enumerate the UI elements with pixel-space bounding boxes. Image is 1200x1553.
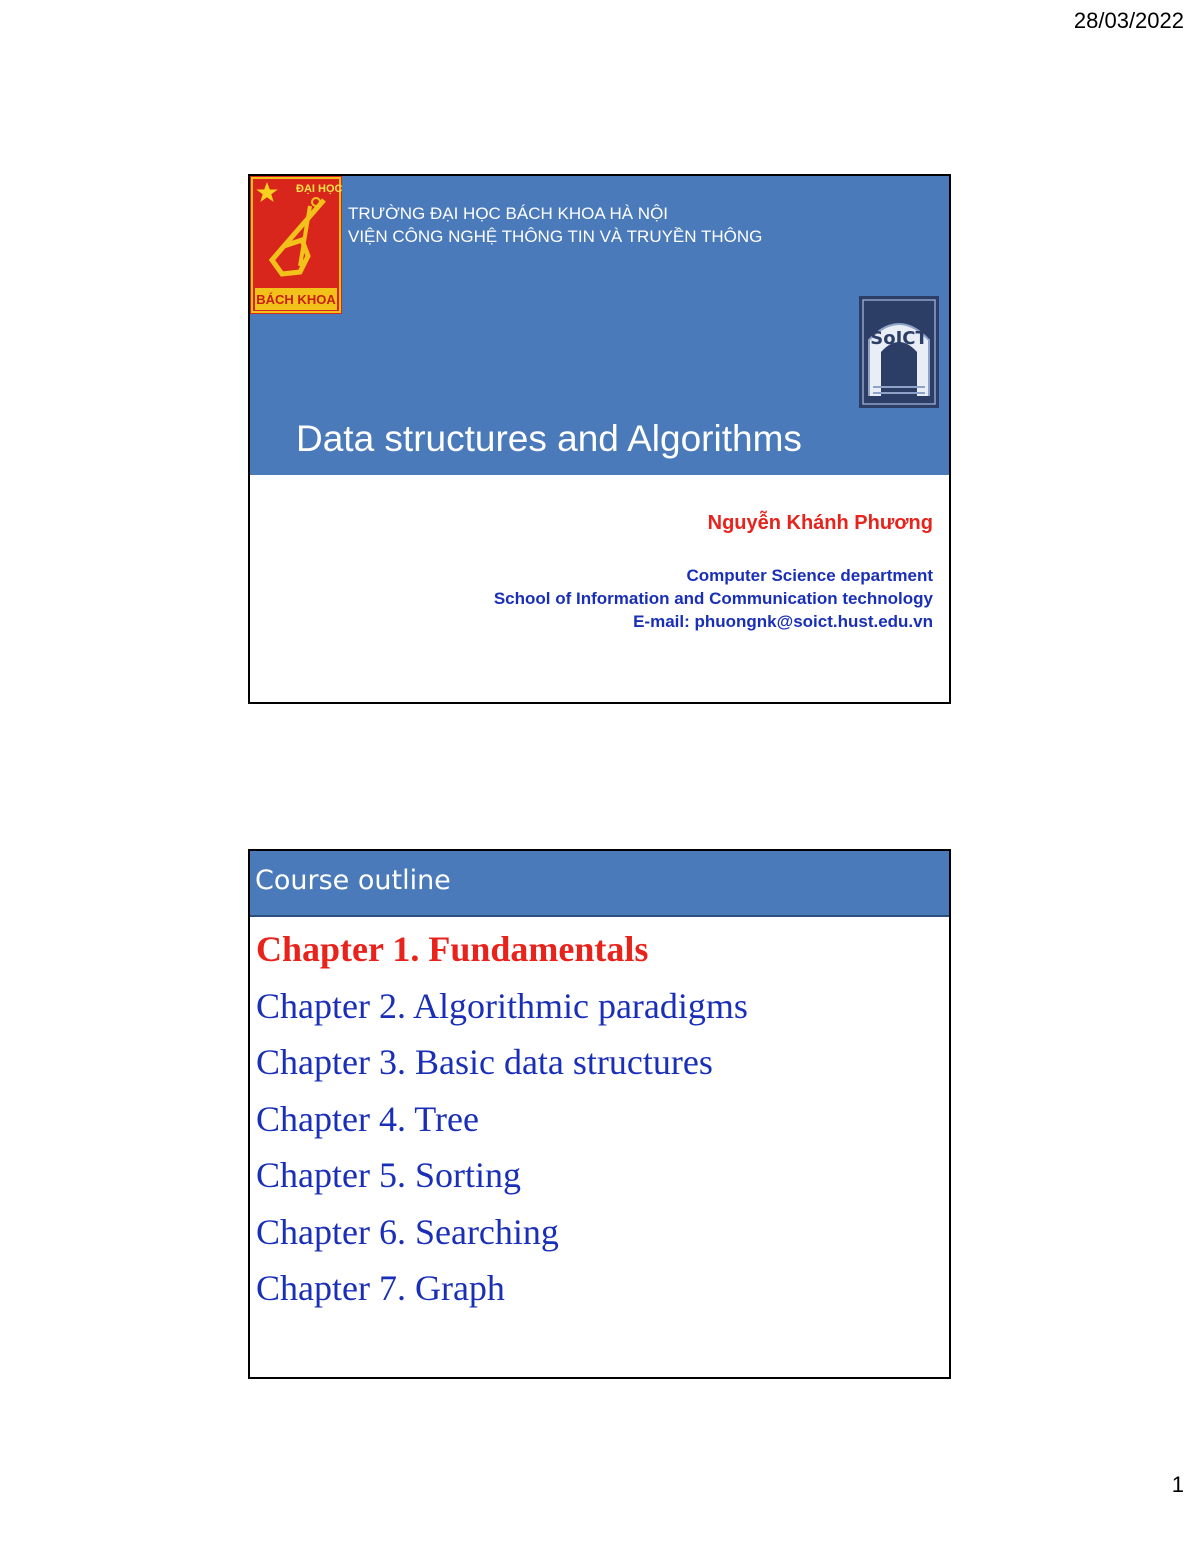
chapter-item: Chapter 5. Sorting [256, 1155, 521, 1195]
chapter-item: Chapter 2. Algorithmic paradigms [256, 985, 748, 1026]
title-slide-header [250, 176, 949, 475]
institute-name: VIỆN CÔNG NGHỆ THÔNG TIN VÀ TRUYỀN THÔNG [348, 227, 763, 246]
soict-logo-text: SoICT [870, 328, 928, 349]
chapter-item: Chapter 3. Basic data structures [256, 1042, 713, 1082]
hust-logo [250, 176, 342, 314]
title-slide [248, 174, 951, 704]
outline-title: Course outline [255, 865, 451, 896]
chapter-item: Chapter 4. Tree [256, 1098, 479, 1139]
page-date: 28/03/2022 [1073, 8, 1184, 33]
university-name: TRƯỜNG ĐẠI HỌC BÁCH KHOA HÀ NỘI [348, 204, 669, 223]
chapter-item: Chapter 6. Searching [256, 1211, 559, 1252]
affiliation-email: E-mail: phuongnk@soict.hust.edu.vn [633, 612, 933, 631]
chapter-item: Chapter 1. Fundamentals [256, 929, 649, 969]
slide-title: Data structures and Algorithms [296, 418, 802, 459]
outline-slide-header [250, 851, 949, 917]
hust-logo-text-bottom: BÁCH KHOA [256, 292, 336, 307]
affiliation-department: Computer Science department [686, 566, 933, 585]
chapter-list [256, 921, 748, 1317]
soict-logo [859, 296, 939, 408]
outline-slide [248, 849, 951, 1379]
chapter-item: Chapter 7. Graph [256, 1268, 505, 1308]
page-number: 1 [1171, 1472, 1184, 1497]
affiliation-school: School of Information and Communication technology [493, 589, 933, 608]
hust-logo-text-top: ĐẠI HỌC [296, 183, 342, 195]
author-name: Nguyễn Khánh Phương [707, 512, 933, 534]
